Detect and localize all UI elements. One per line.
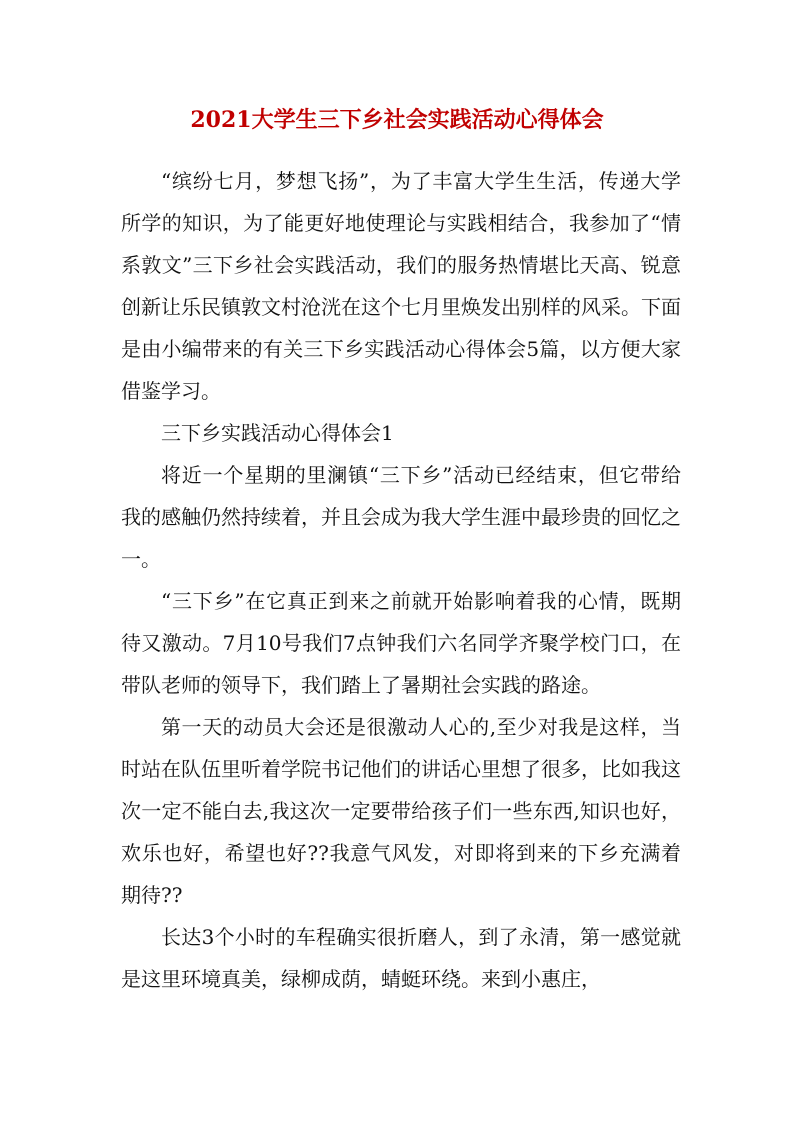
paragraph: “三下乡”在它真正到来之前就开始影响着我的心情，既期待又激动。7月10号我们7点钟我们六名同学齐聚学校门口，在带队老师的领导下，我们踏上了暑期社会实践的路途。 (121, 589, 681, 697)
section-heading: 三下乡实践活动心得体会1 (161, 421, 394, 445)
paragraph: 将近一个星期的里澜镇“三下乡”活动已经结束，但它带给我的感触仍然持续着，并且会成为我大学生涯中最珍贵的回忆之一。 (121, 463, 681, 571)
document-title: 2021大学生三下乡社会实践活动心得体会 (190, 107, 604, 133)
document-body (121, 160, 681, 1000)
paragraph-intro: “缤纷七月，梦想飞扬”，为了丰富大学生生活，传递大学所学的知识，为了能更好地使理论与实践相结合，我参加了“情系敦文”三下乡社会实践活动，我们的服务热情堪比天高、锐意创新让乐民镇敦文村沧洸在这个七月里焕发出别样的风采。下面是由小编带来的有关三下乡实践活动心得体会5篇，以方便大家借鉴学习。 (121, 169, 681, 403)
paragraph: 第一天的动员大会还是很激动人心的,至少对我是这样，当时站在队伍里听着学院书记他们的讲话心里想了很多，比如我这次一定不能白去,我这次一定要带给孩子们一些东西,知识也好，欢乐也好，希望也好??我意气风发，对即将到来的下乡充满着期待?? (121, 715, 681, 907)
paragraph: 长达3个小时的车程确实很折磨人，到了永清，第一感觉就是这里环境真美，绿柳成荫，蜻蜓环绕。来到小惠庄， (121, 925, 681, 991)
